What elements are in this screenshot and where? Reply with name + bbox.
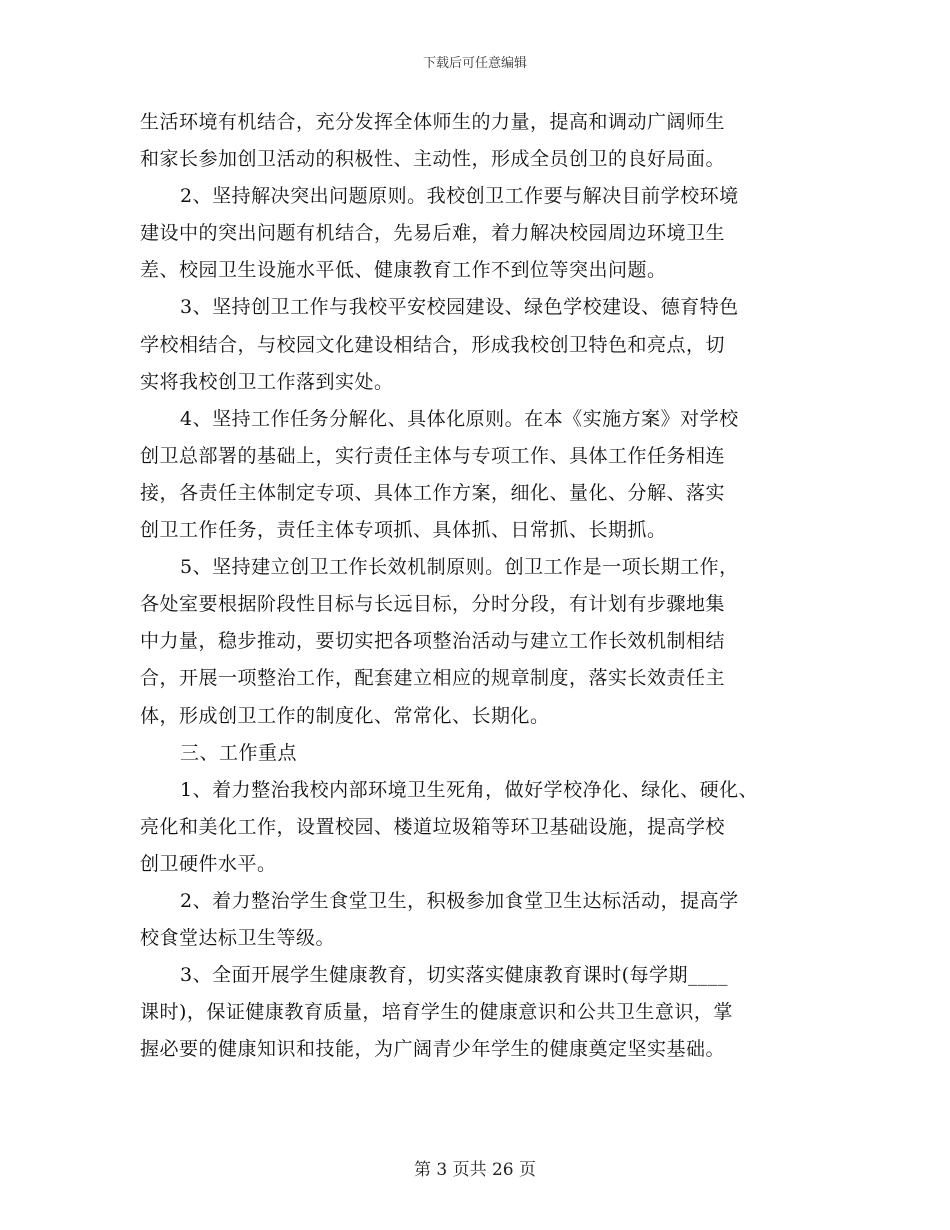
text-line: 握必要的健康知识和技能，为广阔青少年学生的健康奠定坚实基础。	[140, 1038, 726, 1061]
text-line: 学校相结合，与校园文化建设相结合，形成我校创卫特色和亮点，切	[140, 333, 726, 356]
section-heading: 三、工作重点	[180, 741, 298, 764]
text-line: 体，形成创卫工作的制度化、常常化、长期化。	[140, 704, 550, 727]
text-line: 校食堂达标卫生等级。	[140, 927, 336, 950]
text-line: 亮化和美化工作，设置校园、楼道垃圾箱等环卫基础设施，提高学校	[140, 815, 726, 838]
paragraph-start: 5、坚持建立创卫工作长效机制原则。创卫工作是一项长期工作，	[180, 556, 739, 579]
text-line: 生活环境有机结合，充分发挥全体师生的力量，提高和调动广阔师生	[140, 111, 726, 133]
paragraph-start: 2、着力整治学生食堂卫生，积极参加食堂卫生达标活动，提高学	[180, 889, 739, 912]
text-line: 合，开展一项整治工作，配套建立相应的规章制度，落实长效责任主	[140, 667, 726, 690]
text-line: 接，各责任主体制定专项、具体工作方案，细化、量化、分解、落实	[140, 481, 726, 504]
paragraph-start: 3、坚持创卫工作与我校平安校园建设、绿色学校建设、德育特色	[180, 296, 739, 319]
text-line: 建设中的突出问题有机结合，先易后难，着力解决校园周边环境卫生	[140, 222, 726, 245]
document-body	[140, 104, 830, 1068]
page-header: 下载后可任意编辑	[422, 56, 527, 71]
text-line: 实将我校创卫工作落到实处。	[140, 370, 394, 393]
page-number: 第 3 页共 26 页	[413, 1160, 537, 1180]
paragraph-start: 1、着力整治我校内部环境卫生死角，做好学校净化、绿化、硬化、	[180, 778, 759, 801]
text-line: 各处室要根据阶段性目标与长远目标，分时分段，有计划有步骤地集	[140, 593, 726, 616]
text-line: 创卫总部署的基础上，实行责任主体与专项工作、具体工作任务相连	[140, 444, 726, 467]
text-line: 创卫硬件水平。	[140, 852, 277, 875]
paragraph-start: 2、坚持解决突出问题原则。我校创卫工作要与解决目前学校环境	[180, 185, 739, 208]
text-line: 课时)，保证健康教育质量，培育学生的健康意识和公共卫生意识，掌	[140, 1001, 733, 1024]
text-line: 中力量，稳步推动，要切实把各项整治活动与建立工作长效机制相结	[140, 630, 726, 653]
text-line: 创卫工作任务，责任主体专项抓、具体抓、日常抓、长期抓。	[140, 519, 667, 542]
paragraph-start: 3、全面开展学生健康教育，切实落实健康教育课时(每学期____	[180, 964, 729, 987]
paragraph-start: 4、坚持工作任务分解化、具体化原则。在本《实施方案》对学校	[180, 407, 739, 430]
text-line: 和家长参加创卫活动的积极性、主动性，形成全员创卫的良好局面。	[140, 148, 726, 171]
text-line: 差、校园卫生设施水平低、健康教育工作不到位等突出问题。	[140, 259, 667, 282]
